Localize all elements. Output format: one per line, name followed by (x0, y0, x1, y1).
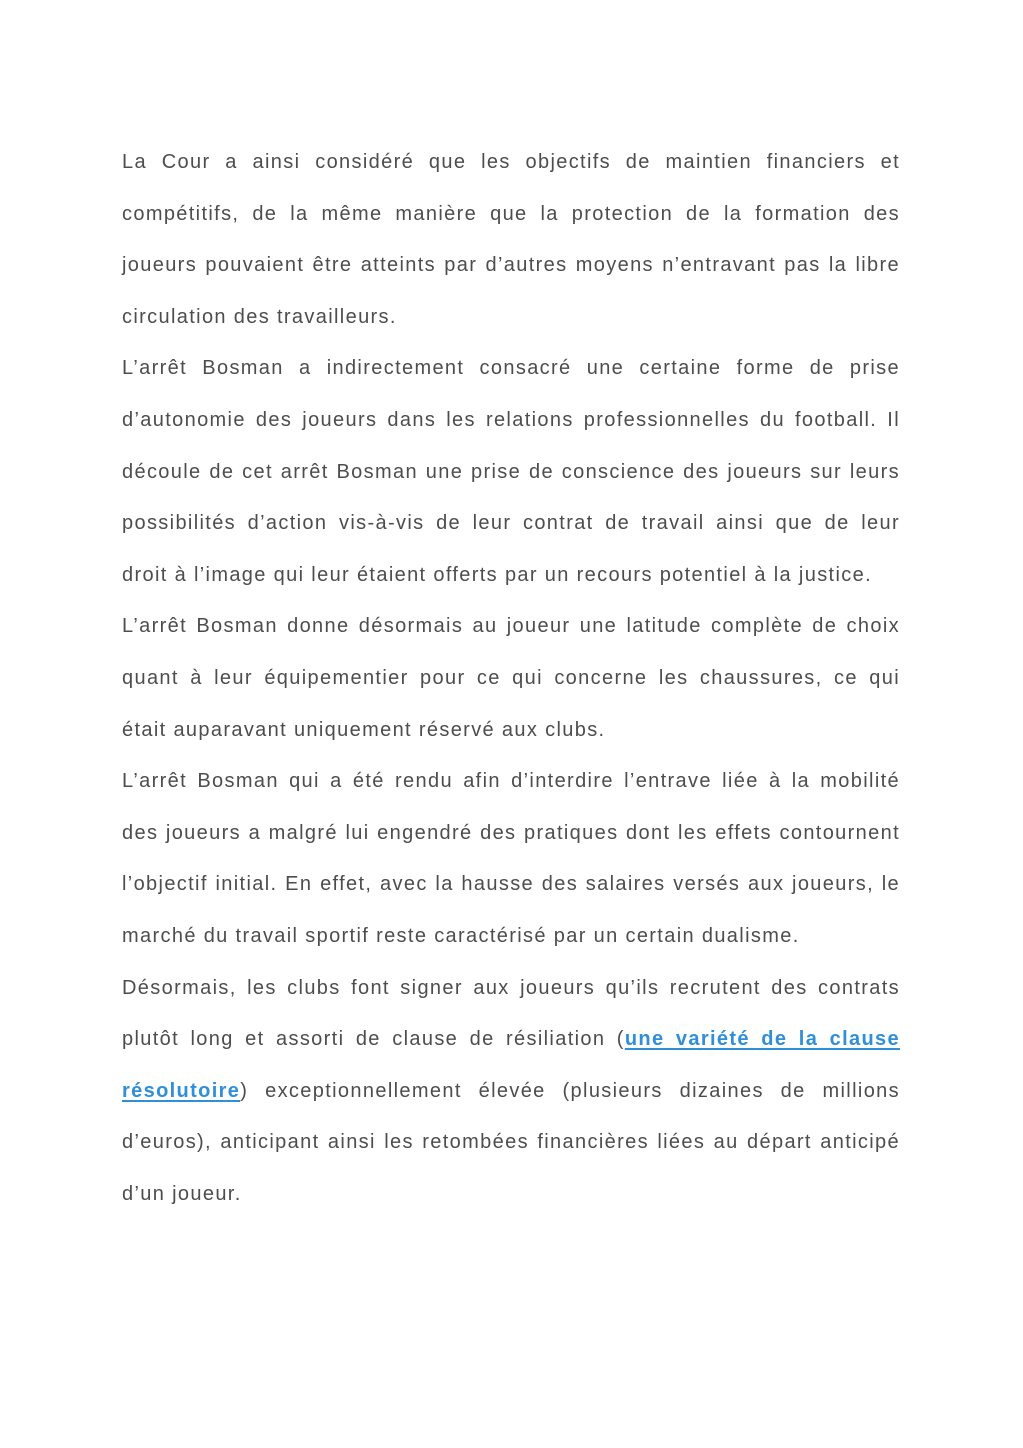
paragraph-2: L’arrêt Bosman a indirectement consacré une certaine forme de prise d’autonomie des joueurs dans les relations professionnelles du football. Il découle de cet arrêt Bosman une prise de conscience des joueurs sur leurs possibilités d’action vis-à-vis de leur contrat de travail ainsi que de leur droit à l’image qui leur étaient offerts par un recours potentiel à la justice. (122, 357, 900, 586)
paragraph-3: L’arrêt Bosman donne désormais au joueur une latitude complète de choix quant à leur équipementier pour ce qui concerne les chaussures, ce qui était auparavant uniquement réservé aux clubs. (122, 615, 900, 741)
paragraph-5-text-before-link: Désormais, les clubs font signer aux joueurs qu’ils recrutent des contrats plutôt long et assorti de clause de résiliation ( (122, 976, 900, 1051)
document-body (122, 137, 900, 1220)
paragraph-4: L’arrêt Bosman qui a été rendu afin d’interdire l’entrave liée à la mobilité des joueurs a malgré lui engendré des pratiques dont les effets contournent l’objectif initial. En effet, avec la hausse des salaires versés aux joueurs, le marché du travail sportif reste caractérisé par un certain dualisme. (122, 770, 900, 947)
paragraph-1: La Cour a ainsi considéré que les objectifs de maintien financiers et compétitifs, de la même manière que la protection de la formation des joueurs pouvaient être atteints par d’autres moyens n’entravant pas la libre circulation des travailleurs. (122, 151, 900, 328)
paragraph-5-text-after-link: ) exceptionnellement élevée (plusieurs dizaines de millions d’euros), anticipant ainsi les retombées financières liées au départ anticipé d’un joueur. (122, 1079, 900, 1205)
clause-resolutoire-link[interactable]: une variété de la clause résolutoire (122, 1028, 900, 1102)
paragraph-5 (122, 963, 900, 1221)
